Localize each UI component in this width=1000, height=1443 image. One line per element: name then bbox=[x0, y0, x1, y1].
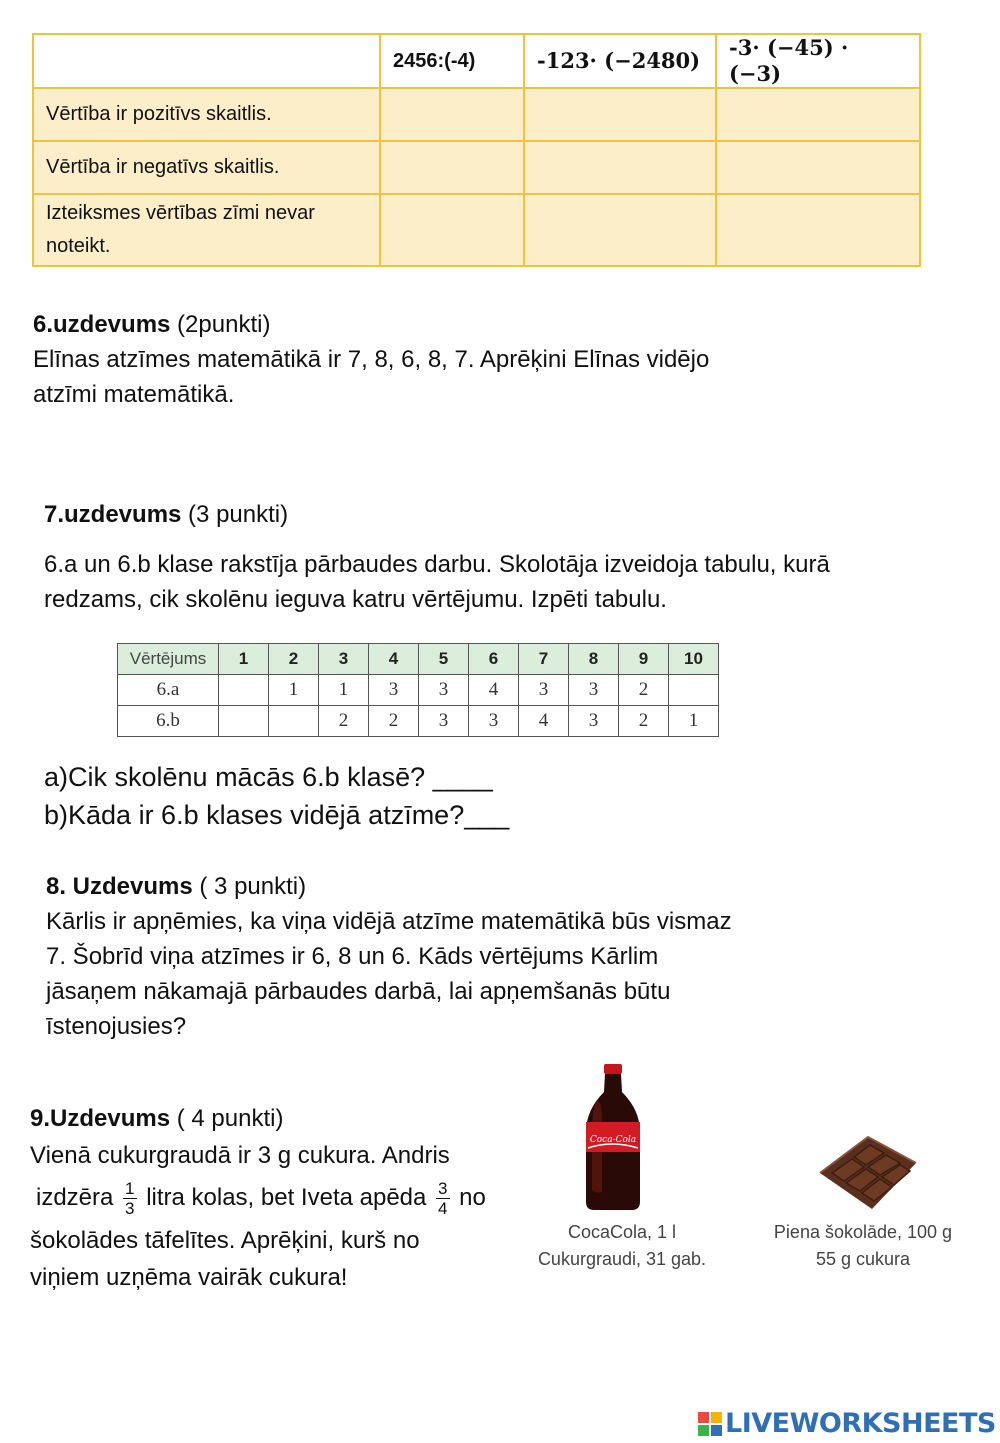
grade-count-cell: 3 bbox=[419, 675, 469, 706]
grade-header-cell: 3 bbox=[319, 644, 369, 675]
task-9-points: ( 4 punkti) bbox=[170, 1105, 284, 1132]
cola-sugar: Cukurgraudi, 31 gab. bbox=[537, 1249, 707, 1269]
answer-drop-cell[interactable] bbox=[716, 141, 920, 194]
grade-count-cell: 4 bbox=[519, 706, 569, 737]
grade-row-6b bbox=[118, 706, 719, 737]
sign-row-label: Vērtība ir pozitīvs skaitlis. bbox=[33, 88, 380, 141]
answer-drop-cell[interactable] bbox=[524, 141, 716, 194]
task-7-title: 7.uzdevums bbox=[44, 501, 182, 528]
task-9-text-part: izdzēra bbox=[36, 1184, 114, 1211]
grade-row-6a bbox=[118, 675, 719, 706]
task-9-text-part: litra kolas, bet Iveta apēda bbox=[146, 1184, 427, 1211]
task-8-title: 8. Uzdevums bbox=[46, 873, 193, 900]
grade-header-cell: 6 bbox=[469, 644, 519, 675]
grade-count-cell: 3 bbox=[419, 706, 469, 737]
task-6-points: (2punkti) bbox=[170, 311, 271, 338]
chocolate-caption bbox=[756, 1219, 970, 1273]
task-6-text-line: Elīnas atzīmes matemātikā ir 7, 8, 6, 8, 7. Aprēķini Elīnas vidējo bbox=[33, 346, 710, 373]
task-8-text-line: Kārlis ir apņēmies, ka viņa vidējā atzīme matemātikā būs vismaz bbox=[46, 908, 732, 935]
sign-header-expr-1: 2456:(-4) bbox=[380, 34, 524, 88]
sign-row-label: Izteiksmes vērtības zīmi nevar noteikt. bbox=[33, 194, 380, 266]
grade-count-cell bbox=[269, 706, 319, 737]
answer-drop-cell[interactable] bbox=[716, 88, 920, 141]
grade-count-cell: 1 bbox=[269, 675, 319, 706]
sign-header-expr-3 bbox=[716, 34, 920, 88]
task-8-points: ( 3 punkti) bbox=[192, 873, 307, 900]
grade-header-cell: 10 bbox=[669, 644, 719, 675]
task-8-text-line: 7. Šobrīd viņa atzīmes ir 6, 8 un 6. Kāds vērtējums Kārlim bbox=[46, 943, 659, 970]
task-8-text-line: īstenojusies? bbox=[46, 1013, 187, 1040]
task-9-title: 9.Uzdevums bbox=[30, 1105, 171, 1132]
grade-count-cell: 3 bbox=[369, 675, 419, 706]
chocolate-sugar: 55 g cukura bbox=[815, 1249, 911, 1269]
fraction-denominator: 4 bbox=[438, 1199, 448, 1219]
sign-row-undetermined bbox=[33, 194, 920, 266]
fraction-one-third bbox=[123, 1179, 136, 1218]
chocolate-name: Piena šokolāde, 100 g bbox=[773, 1222, 953, 1242]
grade-count-cell: 3 bbox=[569, 706, 619, 737]
task-8 bbox=[46, 869, 732, 1044]
grade-count-cell: 4 bbox=[469, 675, 519, 706]
liveworksheets-logo[interactable] bbox=[698, 1408, 996, 1439]
task-6-title: 6.uzdevums bbox=[33, 311, 171, 338]
task-6 bbox=[33, 307, 709, 412]
answer-drop-cell[interactable] bbox=[380, 194, 524, 266]
grade-header-label: Vērtējums bbox=[118, 644, 219, 675]
grade-header-cell: 2 bbox=[269, 644, 319, 675]
task-7-question-b: b)Kāda ir 6.b klases vidējā atzīme?___ bbox=[44, 800, 510, 830]
sign-header-blank bbox=[33, 34, 380, 88]
grade-count-cell: 1 bbox=[669, 706, 719, 737]
sign-row-label: Vērtība ir negatīvs skaitlis. bbox=[33, 141, 380, 194]
answer-drop-cell[interactable] bbox=[524, 88, 716, 141]
grade-count-cell: 1 bbox=[319, 675, 369, 706]
grade-header-cell: 8 bbox=[569, 644, 619, 675]
grade-count-cell: 2 bbox=[619, 706, 669, 737]
bottle-brand-text: Coca-Cola bbox=[589, 1135, 637, 1145]
grade-count-cell bbox=[219, 675, 269, 706]
sign-header-expr-2-text: -123· (−2480) bbox=[537, 48, 701, 73]
sign-row-positive bbox=[33, 88, 920, 141]
grade-count-cell: 2 bbox=[369, 706, 419, 737]
grade-row-label: 6.b bbox=[118, 706, 219, 737]
grade-header-cell: 1 bbox=[219, 644, 269, 675]
grade-count-cell: 3 bbox=[569, 675, 619, 706]
answer-drop-cell[interactable] bbox=[524, 194, 716, 266]
grade-table bbox=[117, 643, 719, 737]
fraction-denominator: 3 bbox=[125, 1199, 135, 1219]
grade-header-cell: 4 bbox=[369, 644, 419, 675]
grade-row-label: 6.a bbox=[118, 675, 219, 706]
grade-table-header bbox=[118, 644, 719, 675]
sign-row-negative bbox=[33, 141, 920, 194]
grade-count-cell bbox=[669, 675, 719, 706]
task-8-text-line: jāsaņem nākamajā pārbaudes darbā, lai apņemšanās būtu bbox=[46, 978, 671, 1005]
fraction-numerator: 3 bbox=[438, 1179, 448, 1199]
grade-count-cell bbox=[219, 706, 269, 737]
grade-header-cell: 9 bbox=[619, 644, 669, 675]
task-7 bbox=[44, 497, 830, 617]
logo-blocks-icon bbox=[698, 1412, 722, 1436]
grade-header-cell: 5 bbox=[419, 644, 469, 675]
sign-header-expr-3-text: -3· (−45) · (−3) bbox=[729, 35, 849, 86]
answer-drop-cell[interactable] bbox=[380, 141, 524, 194]
task-9-text-line: šokolādes tāfelītes. Aprēķini, kurš no bbox=[30, 1227, 420, 1254]
bottle-cap bbox=[604, 1064, 622, 1074]
task-9-text-line: Vienā cukurgraudā ir 3 g cukura. Andris bbox=[30, 1142, 450, 1169]
logo-text: LIVEWORKSHEETS bbox=[725, 1408, 996, 1439]
sign-header-expr-2 bbox=[524, 34, 716, 88]
fraction-numerator: 1 bbox=[125, 1179, 135, 1199]
task-9-text-line-fractions bbox=[30, 1174, 486, 1222]
task-7-questions bbox=[44, 758, 509, 834]
task-7-question-a: a)Cik skolēnu mācās 6.b klasē? ____ bbox=[44, 762, 493, 792]
task-9 bbox=[30, 1100, 486, 1296]
task-6-text-line: atzīmi matemātikā. bbox=[33, 381, 235, 408]
grade-count-cell: 3 bbox=[469, 706, 519, 737]
answer-drop-cell[interactable] bbox=[716, 194, 920, 266]
cola-bottle-image bbox=[582, 1062, 644, 1212]
task-7-text-line: 6.a un 6.b klase rakstīja pārbaudes darbu. Skolotāja izveidoja tabulu, kurā bbox=[44, 551, 830, 578]
sign-table-header bbox=[33, 34, 920, 88]
fraction-three-quarters bbox=[436, 1179, 449, 1218]
cola-caption bbox=[520, 1219, 724, 1273]
sign-table bbox=[32, 33, 921, 267]
grade-header-cell: 7 bbox=[519, 644, 569, 675]
chocolate-image bbox=[812, 1133, 918, 1213]
cola-name: CocaCola, 1 l bbox=[567, 1222, 677, 1242]
grade-count-cell: 3 bbox=[519, 675, 569, 706]
answer-drop-cell[interactable] bbox=[380, 88, 524, 141]
task-7-text-line: redzams, cik skolēnu ieguva katru vērtējumu. Izpēti tabulu. bbox=[44, 586, 667, 613]
grade-count-cell: 2 bbox=[319, 706, 369, 737]
task-9-text-part: no bbox=[459, 1184, 486, 1211]
task-9-text-line: viņiem uzņēma vairāk cukura! bbox=[30, 1264, 348, 1291]
grade-count-cell: 2 bbox=[619, 675, 669, 706]
task-7-points: (3 punkti) bbox=[181, 501, 289, 528]
